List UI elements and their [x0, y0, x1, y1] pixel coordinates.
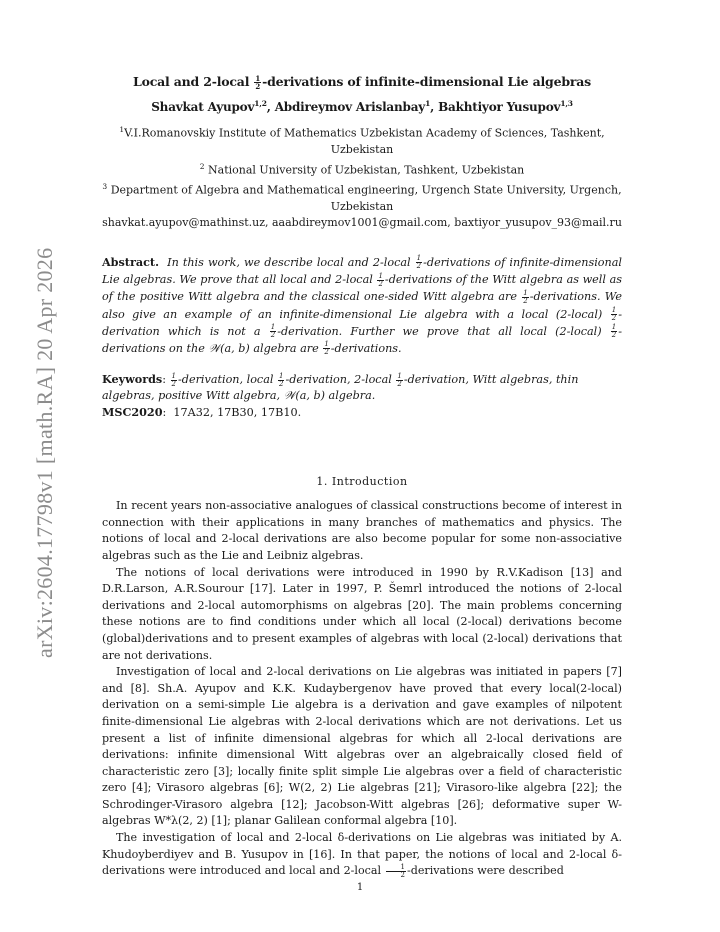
paragraph: The investigation of local and 2-local δ-derivations on Lie algebras was initiated by A. Khudoyberdiyev and B. Yusupov in [16]. In that paper, the notions of local and 2-local δ-derivations were introduced and local and 2-local $\frac{1}{2}$ -derivations were described: [102, 831, 622, 879]
fraction-half: $\frac{1}{2}$: [255, 74, 261, 91]
msc-label: MSC2020: [102, 405, 163, 420]
affiliation-2: $^2$ National University of Uzbekistan, Tashkent, Uzbekistan: [199, 161, 525, 177]
affiliation-3: $^3$ Department of Algebra and Mathematical engineering, Urgench State University, Urgench, Uzbekistan: [102, 181, 622, 213]
author-emails: shavkat.ayupov@mathinst.uz, aaabdireymov1001@gmail.com, baxtiyor_yusupov_93@mail.ru: [102, 216, 622, 230]
paper-page: [102, 74, 622, 880]
paragraph: In recent years non-associative analogues of classical constructions become of interest in connection with their applications in many branches of mathematics and physics. The notions of local and 2-local derivations are also become popular for some non-associative algebras such as the Lie and Leibniz algebras.: [102, 499, 622, 562]
keywords: Keywords: $\frac{1}{2}$ -derivation, local $\frac{1}{2}$ -derivation, 2-local $\frac{1}{2}$ -derivation, Witt algebras, thin algebras, positive Witt algebra, 𝒲(a, b) algebra.: [102, 371, 579, 403]
arxiv-identifier: arXiv:2604.17798v1 [math.RA] 20 Apr 2026: [32, 247, 57, 658]
arxiv-sidebar: [12, 247, 57, 658]
abstract-label: Abstract.: [102, 254, 159, 269]
page-number: 1: [356, 882, 364, 893]
abstract: Abstract. In this work, we describe local and 2-local $\frac{1}{2}$ -derivations of infinite-dimensional Lie algebras. We prove that all local and 2-local $\frac{1}{2}$ -derivations of the Witt algebra as well as of the positive Witt algebra and the classical one-sided Witt algebra are $\frac{1}{2}$ -derivations. We also give an example of an infinite-dimensional Lie algebra with a local (2-local) $\frac{1}{2}$ -derivation which is not a $\frac{1}{2}$ -derivation. Further we prove that all local (2-local) $\frac{1}{2}$ -derivations on the 𝒲(a, b) algebra are $\frac{1}{2}$ -derivations.: [102, 254, 623, 357]
affiliation-1: $^1$V.I.Romanovskiy Institute of Mathematics Uzbekistan Academy of Sciences, Tashkent, Uzbekistan: [119, 125, 605, 157]
msc-codes: 17A32, 17B30, 17B10.: [173, 406, 302, 420]
paper-title: Local and 2-local $\frac{1}{2}$ -derivations of infinite-dimensional Lie algebras: [133, 74, 591, 91]
paragraph: The notions of local derivations were introduced in 1990 by R.V.Kadison [13] and D.R.Larson, A.R.Sourour [17]. Later in 1997, P. Šemrl introduced the notions of 2-local derivations and 2-local automorphisms on algebras [20]. The main problems concerning these notions are to find conditions under which all local (2-local) derivations become (global)derivations and to present examples of algebras with local (2-local) derivations that are not derivations.: [102, 565, 622, 662]
section-heading: 1. Introduction: [316, 475, 408, 489]
author-name: Abdireymov Arislanbay: [274, 100, 426, 114]
author-list: Shavkat Ayupov$^{1,2}$, Abdireymov Arislanbay$^1$, Bakhtiyor Yusupov$^{1,3}$: [151, 99, 573, 114]
author-name: Bakhtiyor Yusupov: [438, 100, 561, 114]
author-name: Shavkat Ayupov: [151, 100, 255, 114]
paragraph: Investigation of local and 2-local derivations on Lie algebras was initiated in papers [7] and [8]. Sh.A. Ayupov and K.K. Kudaybergenov have proved that every local(2-local) derivation on a semi-simple Lie algebra is a derivation and gave examples of nilpotent finite-dimensional Lie algebras with 2-local derivations which are not derivations. Let us present a list of infinite dimensional algebras for which all 2-local derivations are derivations: infinite dimensional Witt algebras over an algebraically closed field of characteristic zero [3]; locally finite split simple Lie algebras over a field of characteristic zero [4]; Virasoro algebras [6]; W(2, 2) Lie algebras [21]; Virasoro-like algebra [22]; the Schrodinger-Virasoro algebra [12]; Jacobson-Witt algebras [26]; deformative super W-algebras W*λ(2, 2) [1]; planar Galilean conformal algebra [10].: [102, 665, 622, 828]
keywords-label: Keywords: [102, 372, 163, 387]
msc-classification: MSC2020: 17A32, 17B30, 17B10.: [102, 405, 302, 420]
